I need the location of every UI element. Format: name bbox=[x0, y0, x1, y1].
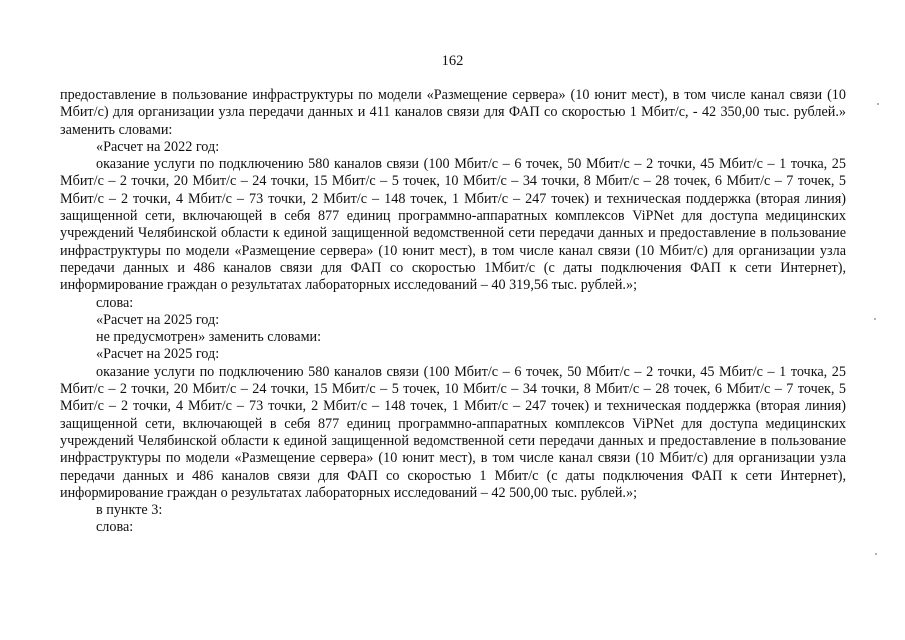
scan-speck bbox=[874, 318, 876, 320]
paragraph-words-label-2: слова: bbox=[96, 519, 134, 536]
paragraph-2025-details: оказание услуги по подключению 580 каналов связи (100 Мбит/с – 6 точек, 50 Мбит/с – 2 точки, 45 Мбит/с – 1 точка, 25 Мбит/с – 2 точки, 20 Мбит/с – 24 точки, 15 Мбит/с – 5 точек, 10 Мбит/с – 34 точки, 8 Мбит/с – 28 точек, 6 Мбит/с – 7 точек, 5 Мбит/с – 2 точки, 4 Мбит/с – 73 точки, 2 Мбит/с – 148 точек, 1 Мбит/с – 247 точек) и техническая поддержка (вторая линия) защищенной сети, включающей в себя 877 единиц программно-аппаратных комплексов ViPNet для доступа медицинских учреждений Челябинской области к единой защищенной ведомственной сети передачи данных и предоставление в пользование инфраструктуры по модели «Размещение сервера» (10 юнит мест), в том числе канал связи (10 Мбит/с) для организации узла передачи данных и 486 каналов связи для ФАП со скоростью 1 Мбит/с (с даты подключения ФАП к сети Интернет), информирование граждан о результатах лабораторных исследований – 42 500,00 тыс. рублей.»; bbox=[60, 363, 846, 501]
paragraph-continuation: предоставление в пользование инфраструктуры по модели «Размещение сервера» (10 юнит мест), в том числе канал связи (10 Мбит/с) для организации узла передачи данных и 411 каналов связи для ФАП со скоростью 1 Мбит/с, - 42 350,00 тыс. рублей.» заменить словами: bbox=[60, 87, 846, 138]
paragraph-heading-2025-new: «Расчет на 2025 год: bbox=[96, 346, 220, 363]
paragraph-heading-2025-old: «Расчет на 2025 год: bbox=[96, 311, 220, 328]
paragraph-item-3: в пункте 3: bbox=[96, 502, 163, 519]
paragraph-words-label: слова: bbox=[96, 294, 134, 311]
paragraph-not-provided: не предусмотрен» заменить словами: bbox=[96, 329, 322, 346]
document-body bbox=[60, 87, 846, 537]
paragraph-2022-details: оказание услуги по подключению 580 каналов связи (100 Мбит/с – 6 точек, 50 Мбит/с – 2 точки, 45 Мбит/с – 1 точка, 25 Мбит/с – 2 точки, 20 Мбит/с – 24 точки, 15 Мбит/с – 5 точек, 10 Мбит/с – 34 точки, 8 Мбит/с – 28 точек, 6 Мбит/с – 7 точек, 5 Мбит/с – 2 точки, 4 Мбит/с – 73 точки, 2 Мбит/с – 148 точек, 1 Мбит/с – 247 точек) и техническая поддержка (вторая линия) защищенной сети, включающей в себя 877 единиц программно-аппаратных комплексов ViPNet для доступа медицинских учреждений Челябинской области к единой защищенной ведомственной сети передачи данных и предоставление в пользование инфраструктуры по модели «Размещение сервера» (10 юнит мест), в том числе канал связи (10 Мбит/с) для организации узла передачи данных и 486 каналов связи для ФАП со скоростью 1Мбит/с (с даты подключения ФАП к сети Интернет), информирование граждан о результатах лабораторных исследований – 40 319,56 тыс. рублей.»; bbox=[60, 156, 846, 294]
paragraph-heading-2022: «Расчет на 2022 год: bbox=[96, 138, 220, 155]
scan-speck bbox=[877, 103, 879, 105]
page-number: 162 bbox=[441, 53, 464, 69]
scan-speck bbox=[875, 553, 877, 555]
